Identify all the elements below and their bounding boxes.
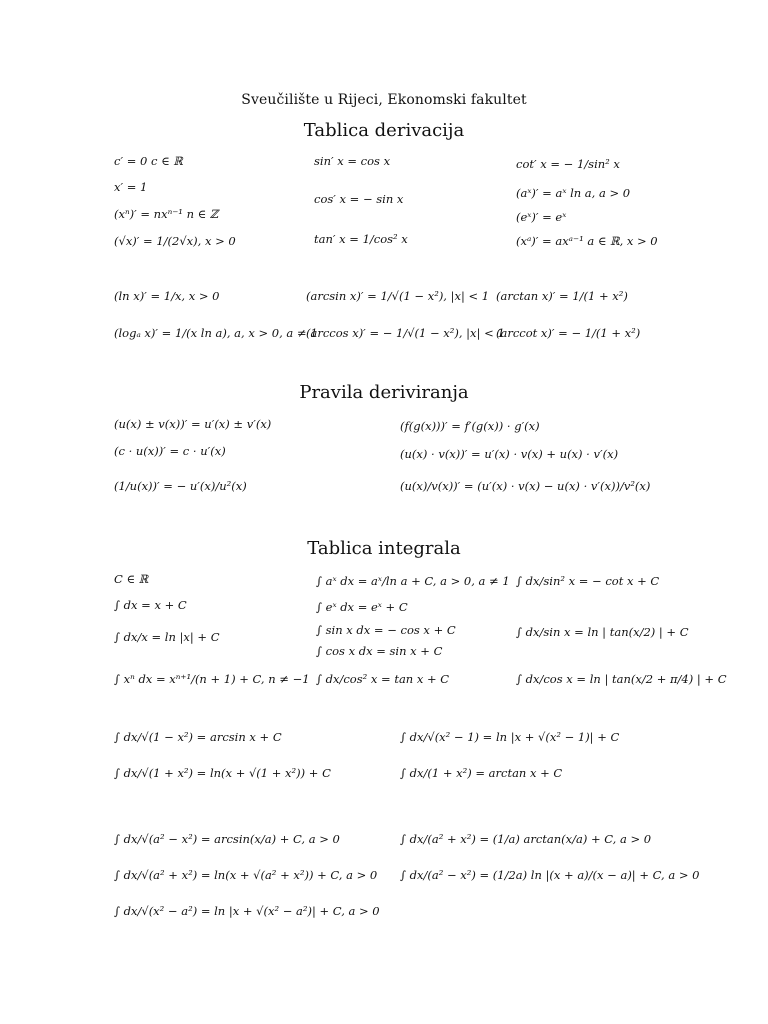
integral-arcsin: ∫ dx/√(1 − x²) = arcsin x + C bbox=[114, 730, 282, 744]
derivative-arccos: (arccos x)′ = − 1/√(1 − x²), |x| < 1 bbox=[306, 326, 505, 340]
section-title-rules: Pravila deriviranja bbox=[299, 382, 469, 403]
section-title-integrals: Tablica integrala bbox=[307, 538, 461, 559]
derivative-cot: cot′ x = − 1/sin² x bbox=[516, 157, 620, 171]
integral-cos: ∫ cos x dx = sin x + C bbox=[316, 644, 443, 658]
derivative-arcsin: (arcsin x)′ = 1/√(1 − x²), |x| < 1 bbox=[306, 289, 490, 303]
rule-chain: (f(g(x)))′ = f′(g(x)) · g′(x) bbox=[400, 419, 540, 433]
derivative-cos: cos′ x = − sin x bbox=[314, 192, 404, 206]
integral-arctan: ∫ dx/(1 + x²) = arctan x + C bbox=[400, 766, 563, 780]
integral-csc: ∫ dx/sin x = ln | tan(x/2) | + C bbox=[516, 625, 689, 639]
integral-ln-ratio-a: ∫ dx/(a² − x²) = (1/2a) ln |(x + a)/(x − a)| + C, a > 0 bbox=[400, 868, 700, 882]
integral-arctan-a: ∫ dx/(a² + x²) = (1/a) arctan(x/a) + C, a > 0 bbox=[400, 832, 652, 846]
integral-csc-squared: ∫ dx/sin² x = − cot x + C bbox=[516, 574, 660, 588]
derivative-sin: sin′ x = cos x bbox=[314, 154, 391, 168]
rule-product: (u(x) · v(x))′ = u′(x) · v(x) + u(x) · v′(x) bbox=[400, 447, 619, 461]
integral-sin: ∫ sin x dx = − cos x + C bbox=[316, 623, 456, 637]
integral-ln-sqrt-minus-a: ∫ dx/√(x² − a²) = ln |x + √(x² − a²)| + C, a > 0 bbox=[114, 904, 380, 918]
rule-quotient: (u(x)/v(x))′ = (u′(x) · v(x) − u(x) · v′(x))/v²(x) bbox=[400, 479, 651, 493]
integral-e-x: ∫ eˣ dx = eˣ + C bbox=[316, 600, 408, 614]
integral-arcosh: ∫ dx/√(x² − 1) = ln |x + √(x² − 1)| + C bbox=[400, 730, 620, 744]
university-header: Sveučilište u Rijeci, Ekonomski fakultet bbox=[241, 92, 527, 108]
rule-constant-multiple: (c · u(x))′ = c · u′(x) bbox=[114, 444, 226, 458]
integral-sec: ∫ dx/cos x = ln | tan(x/2 + π/4) | + C bbox=[516, 672, 727, 686]
derivative-log-a: (logₐ x)′ = 1/(x ln a), a, x > 0, a ≠ 1 bbox=[114, 326, 318, 340]
integral-sec-squared: ∫ dx/cos² x = tan x + C bbox=[316, 672, 450, 686]
integral-constant-note: C ∈ ℝ bbox=[114, 572, 149, 586]
integral-arcsin-a: ∫ dx/√(a² − x²) = arcsin(x/a) + C, a > 0 bbox=[114, 832, 340, 846]
derivative-sqrt: (√x)′ = 1/(2√x), x > 0 bbox=[114, 234, 236, 248]
derivative-power: (xⁿ)′ = nxⁿ⁻¹ n ∈ ℤ bbox=[114, 207, 219, 221]
section-title-derivations: Tablica derivacija bbox=[303, 120, 465, 141]
integral-power: ∫ xⁿ dx = xⁿ⁺¹/(n + 1) + C, n ≠ −1 bbox=[114, 672, 310, 686]
integral-exponential: ∫ aˣ dx = aˣ/ln a + C, a > 0, a ≠ 1 bbox=[316, 574, 510, 588]
derivative-e-x: (eˣ)′ = eˣ bbox=[516, 210, 567, 224]
rule-sum: (u(x) ± v(x))′ = u′(x) ± v′(x) bbox=[114, 417, 272, 431]
derivative-exponential: (aˣ)′ = aˣ ln a, a > 0 bbox=[516, 186, 631, 200]
integral-dx-over-x: ∫ dx/x = ln |x| + C bbox=[114, 630, 220, 644]
derivative-x: x′ = 1 bbox=[114, 180, 148, 194]
integral-arsinh: ∫ dx/√(1 + x²) = ln(x + √(1 + x²)) + C bbox=[114, 766, 331, 780]
derivative-constant: c′ = 0 c ∈ ℝ bbox=[114, 154, 183, 168]
derivative-arccot: (arccot x)′ = − 1/(1 + x²) bbox=[496, 326, 641, 340]
rule-reciprocal: (1/u(x))′ = − u′(x)/u²(x) bbox=[114, 479, 247, 493]
derivative-arctan: (arctan x)′ = 1/(1 + x²) bbox=[496, 289, 628, 303]
derivative-tan: tan′ x = 1/cos² x bbox=[314, 232, 408, 246]
derivative-x-a: (xᵃ)′ = axᵃ⁻¹ a ∈ ℝ, x > 0 bbox=[516, 234, 658, 248]
integral-dx: ∫ dx = x + C bbox=[114, 598, 187, 612]
derivative-ln: (ln x)′ = 1/x, x > 0 bbox=[114, 289, 220, 303]
integral-ln-sqrt-plus-a: ∫ dx/√(a² + x²) = ln(x + √(a² + x²)) + C, a > 0 bbox=[114, 868, 378, 882]
